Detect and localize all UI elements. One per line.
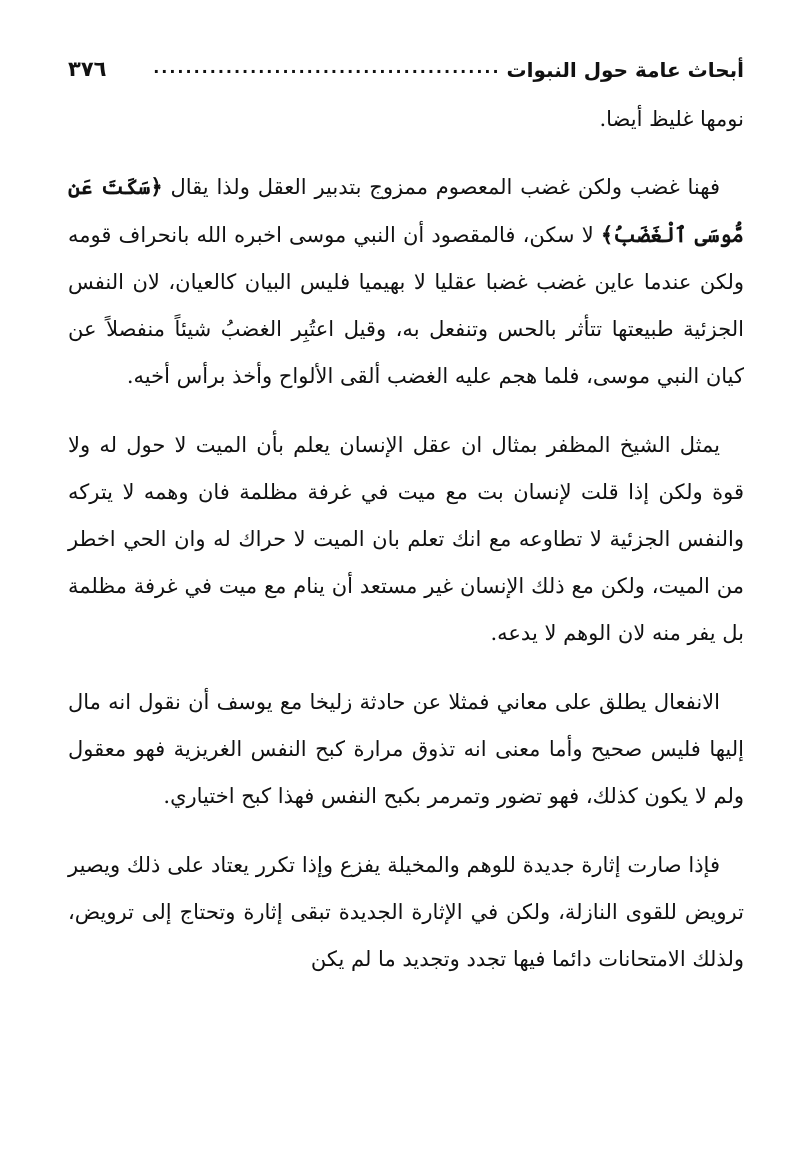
body-text — [68, 96, 744, 983]
paragraph: فإذا صارت إثارة جديدة للوهم والمخيلة يفزع وإذا تكرر يعتاد على ذلك ويصير ترويض للقوى النازلة، ولكن في الإثارة الجديدة تبقى إثارة وتحتاج إلى ترويض، ولذلك الامتحانات دائما فيها تجدد وتجديد ما لم يكن — [68, 853, 744, 971]
paragraph — [68, 163, 744, 400]
paragraph: الانفعال يطلق على معاني فمثلا عن حادثة زليخا مع يوسف أن نقول انه مال إليها فليس صحيح وأما معنى انه تذوق مرارة كبح النفس الغريزية فهو معقول ولم لا يكون كذلك، فهو تضور وتمرمر بكبح النفس فهذا كبح اختياري. — [68, 690, 744, 808]
paragraph-text: فهنا غضب ولكن غضب المعصوم ممزوج بتدبير العقل ولذا يقال — [162, 175, 720, 199]
header-leader-dots: ........................................... — [153, 60, 501, 76]
running-header — [68, 40, 744, 80]
book-page — [68, 40, 744, 1165]
quran-verse: ﴿سَكَتَ عَن مُّوسَى ٱلْغَضَبُ﴾ — [68, 174, 744, 247]
header-title: أبحاث عامة حول النبوات — [506, 58, 744, 82]
paragraph: يمثل الشيخ المظفر بمثال ان عقل الإنسان يعلم بأن الميت لا حول له ولا قوة ولكن إذا قلت لإنسان بت مع ميت في غرفة مظلمة فان وهمه لا يتركه والنفس الجزئية لا تطاوعه مع انك تعلم بان الميت لا حراك له وان الحي اخطر من الميت، ولكن مع ذلك الإنسان غير مستعد أن ينام مع ميت في غرفة مظلمة بل يفر منه لان الوهم لا يدعه. — [68, 433, 744, 645]
page-number: ٣٧٦ — [68, 57, 107, 81]
paragraph-text: لا سكن، فالمقصود أن النبي موسى اخبره الله بانحراف قومه ولكن عندما عاين غضب غضبا عقليا لا بهيميا فليس البيان كالعيان، لان النفس الجزئية طبيعتها تتأثر بالحس وتنفعل به، وقيل اعتُبِر الغضبُ شيئاً منفصلاً عن كيان النبي موسى، فلما هجم عليه الغضب ألقى الألواح وأخذ برأس أخيه. — [68, 223, 744, 388]
paragraph: نومها غليظ أيضا. — [599, 107, 744, 131]
